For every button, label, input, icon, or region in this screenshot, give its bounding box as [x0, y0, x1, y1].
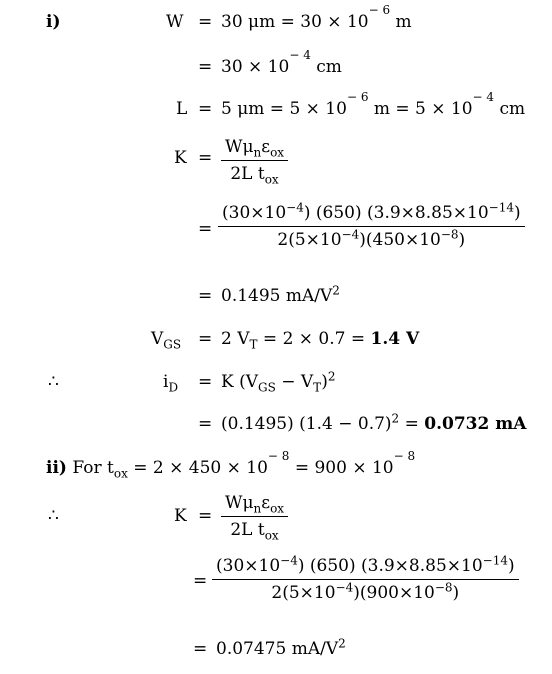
- k-variable: K: [174, 506, 187, 526]
- equals-sign: =: [198, 219, 213, 239]
- w-value-cm: $30 \times 10^{- 4}$ cm: [221, 48, 342, 77]
- equals-sign: =: [198, 12, 213, 32]
- equals-sign: =: [198, 329, 213, 349]
- k-substitution-fraction: $\frac{(30\times 10^{-4}) (650) (3.9\times 8.85\times 10^{-14})}{2(5\times 10^{-4})(450\times 10^{-8})}$: [218, 203, 525, 250]
- k-substitution-fraction: $\frac{(30\times 10^{-4}) (650) (3.9\times 8.85\times 10^{-14})}{2(5\times 10^{-4})(900\times 10^{-8})}$: [212, 556, 519, 603]
- part-ii-heading: ii) For $t_{ox} = 2 \times 450 \times 10^{- 8} = 900 \times 10^{- 8}$: [46, 449, 416, 481]
- w-value: 30 $\mu m = 30 \times 10^{- 6}$ m: [221, 3, 412, 32]
- equals-sign: =: [198, 286, 213, 306]
- k-value: 0.07475 $mA/V^2$: [216, 636, 346, 659]
- vgs-variable: $V_{GS}$: [151, 329, 182, 352]
- k-variable: K: [174, 148, 187, 168]
- vgs-value: 2 $V_T = 2 \times 0.7 = 1.4$ V: [221, 329, 420, 352]
- w-variable: W: [166, 12, 184, 32]
- equals-sign: =: [198, 414, 213, 434]
- id-formula: K $(V_{GS} - V_T)^2$: [221, 369, 336, 395]
- id-value: (0.1495) $(1.4 - 0.7)^2 = 0.0732$ mA: [221, 411, 527, 434]
- equals-sign: =: [198, 99, 213, 119]
- l-value: 5 $\mu m = 5 \times 10^{- 6}$ $m = 5 \times 10^{- 4}$ cm: [221, 90, 526, 119]
- therefore-symbol: ∴: [48, 372, 59, 392]
- id-variable: $i_D$: [163, 372, 179, 395]
- l-variable: L: [176, 99, 188, 119]
- k-formula-fraction: $W\mu_n\varepsilon_{ox}$ 2L $t_{ox}$: [221, 493, 288, 540]
- equals-sign: =: [198, 506, 213, 526]
- therefore-symbol: ∴: [48, 506, 59, 526]
- equals-sign: =: [193, 571, 208, 591]
- part-i-label: i): [46, 12, 61, 32]
- equals-sign: =: [193, 639, 208, 659]
- equals-sign: =: [198, 148, 213, 168]
- k-value: 0.1495 $mA/V^2$: [221, 283, 340, 306]
- k-formula-fraction: $W\mu_n\varepsilon_{ox}$ 2L $t_{ox}$: [221, 137, 288, 184]
- equals-sign: =: [198, 57, 213, 77]
- equals-sign: =: [198, 372, 213, 392]
